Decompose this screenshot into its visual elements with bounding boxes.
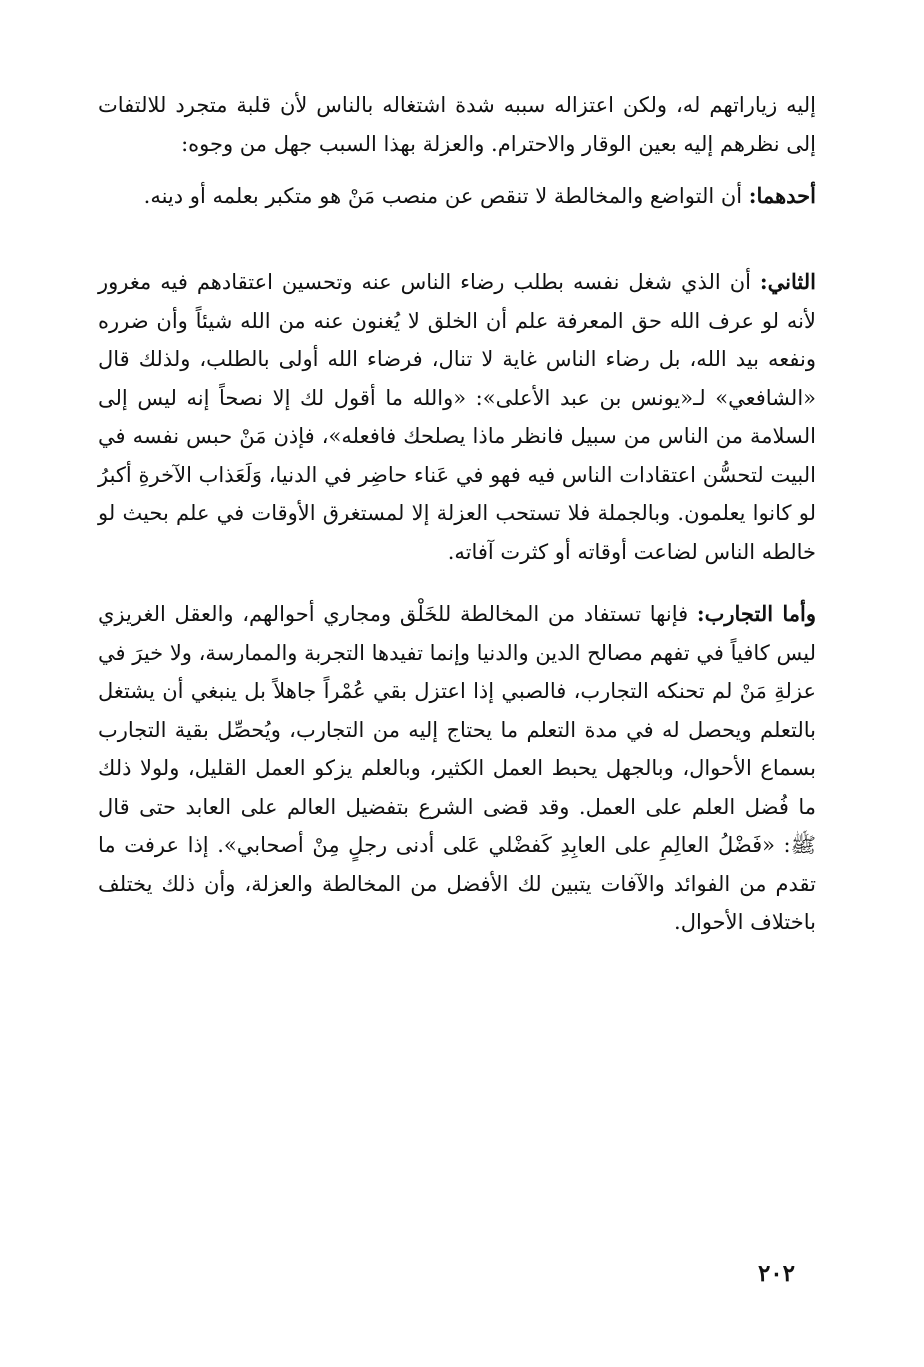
paragraph-second-reason: [98, 263, 816, 571]
paragraph-text: إليه زياراتهم له، ولكن اعتزاله سببه شدة اشتغاله بالناس لأن قلبة متجرد للالتفات إلى نظرهم إليه بعين الوقار والاحترام. والعزلة بهذا السبب جهل من وجوه:: [98, 93, 816, 156]
page-number: ٢٠٢: [757, 1260, 795, 1287]
paragraph-lead: الثاني:: [759, 269, 816, 294]
paragraph-intro: [98, 86, 816, 163]
paragraph-text: فإنها تستفاد من المخالطة للخَلْق ومجاري أحوالهم، والعقل الغريزي ليس كافياً في تفهم مصالح الدين والدنيا وإنما تفيدها التجربة والممارسة، ولا خيرَ في عزلةِ مَنْ لم تحنكه التجارب، فالصبي إذا اعتزل بقي عُمْراً جاهلاً بل ينبغي أن يشتغل بالتعلم ويحصل له في مدة التعلم ما يحتاج إليه من التجارب، ويُحصِّل بقية التجارب بسماع الأحوال، وبالجهل يحبط العمل الكثير، وبالعلم يزكو العمل القليل، ولولا ذلك ما فُضل العلم على العمل. وقد قضى الشرع بتفضيل العالم على العابد حتى قال ﷺ: «فَضْلُ العالِمِ على العابِدِ كَفضْلي عَلى أدنى رجلٍ مِنْ أصحابي». إذا عرفت ما تقدم من الفوائد والآفات يتبين لك الأفضل من المخالطة والعزلة، وأن ذلك يختلف باختلاف الأحوال.: [98, 602, 816, 934]
paragraph-experiences: [98, 595, 816, 942]
paragraph-text: أن الذي شغل نفسه بطلب رضاء الناس عنه وتحسين اعتقادهم فيه مغرور لأنه لو عرف الله حق المعرفة علم أن الخلق لا يُغنون عنه من الله شيئاً وأن ضرره ونفعه بيد الله، بل رضاء الناس غاية لا تنال، فرضاء الله أولى بالطلب، ولذلك قال «الشافعي» لـ«يونس بن عبد الأعلى»: «والله ما أقول لك إلا نصحاً إنه ليس إلى السلامة من الناس من سبيل فانظر ماذا يصلحك فافعله»، فإذن مَنْ حبس نفسه في البيت لتحسُّن اعتقادات الناس فيه فهو في عَناء حاضِر في الدنيا، وَلَعَذاب الآخرةِ أكبرُ لو كانوا يعلمون. وبالجملة فلا تستحب العزلة إلا لمستغرق الأوقات في علم بحيث لو خالطه الناس لضاعت أوقاته أو كثرت آفاته.: [98, 270, 816, 564]
paragraph-lead: أحدهما:: [748, 183, 816, 208]
paragraph-first-reason: [98, 177, 816, 216]
paragraph-text: أن التواضع والمخالطة لا تنقص عن منصب مَنْ هو متكبر بعلمه أو دينه.: [143, 184, 749, 208]
paragraph-lead: وأما التجارب:: [696, 601, 817, 626]
